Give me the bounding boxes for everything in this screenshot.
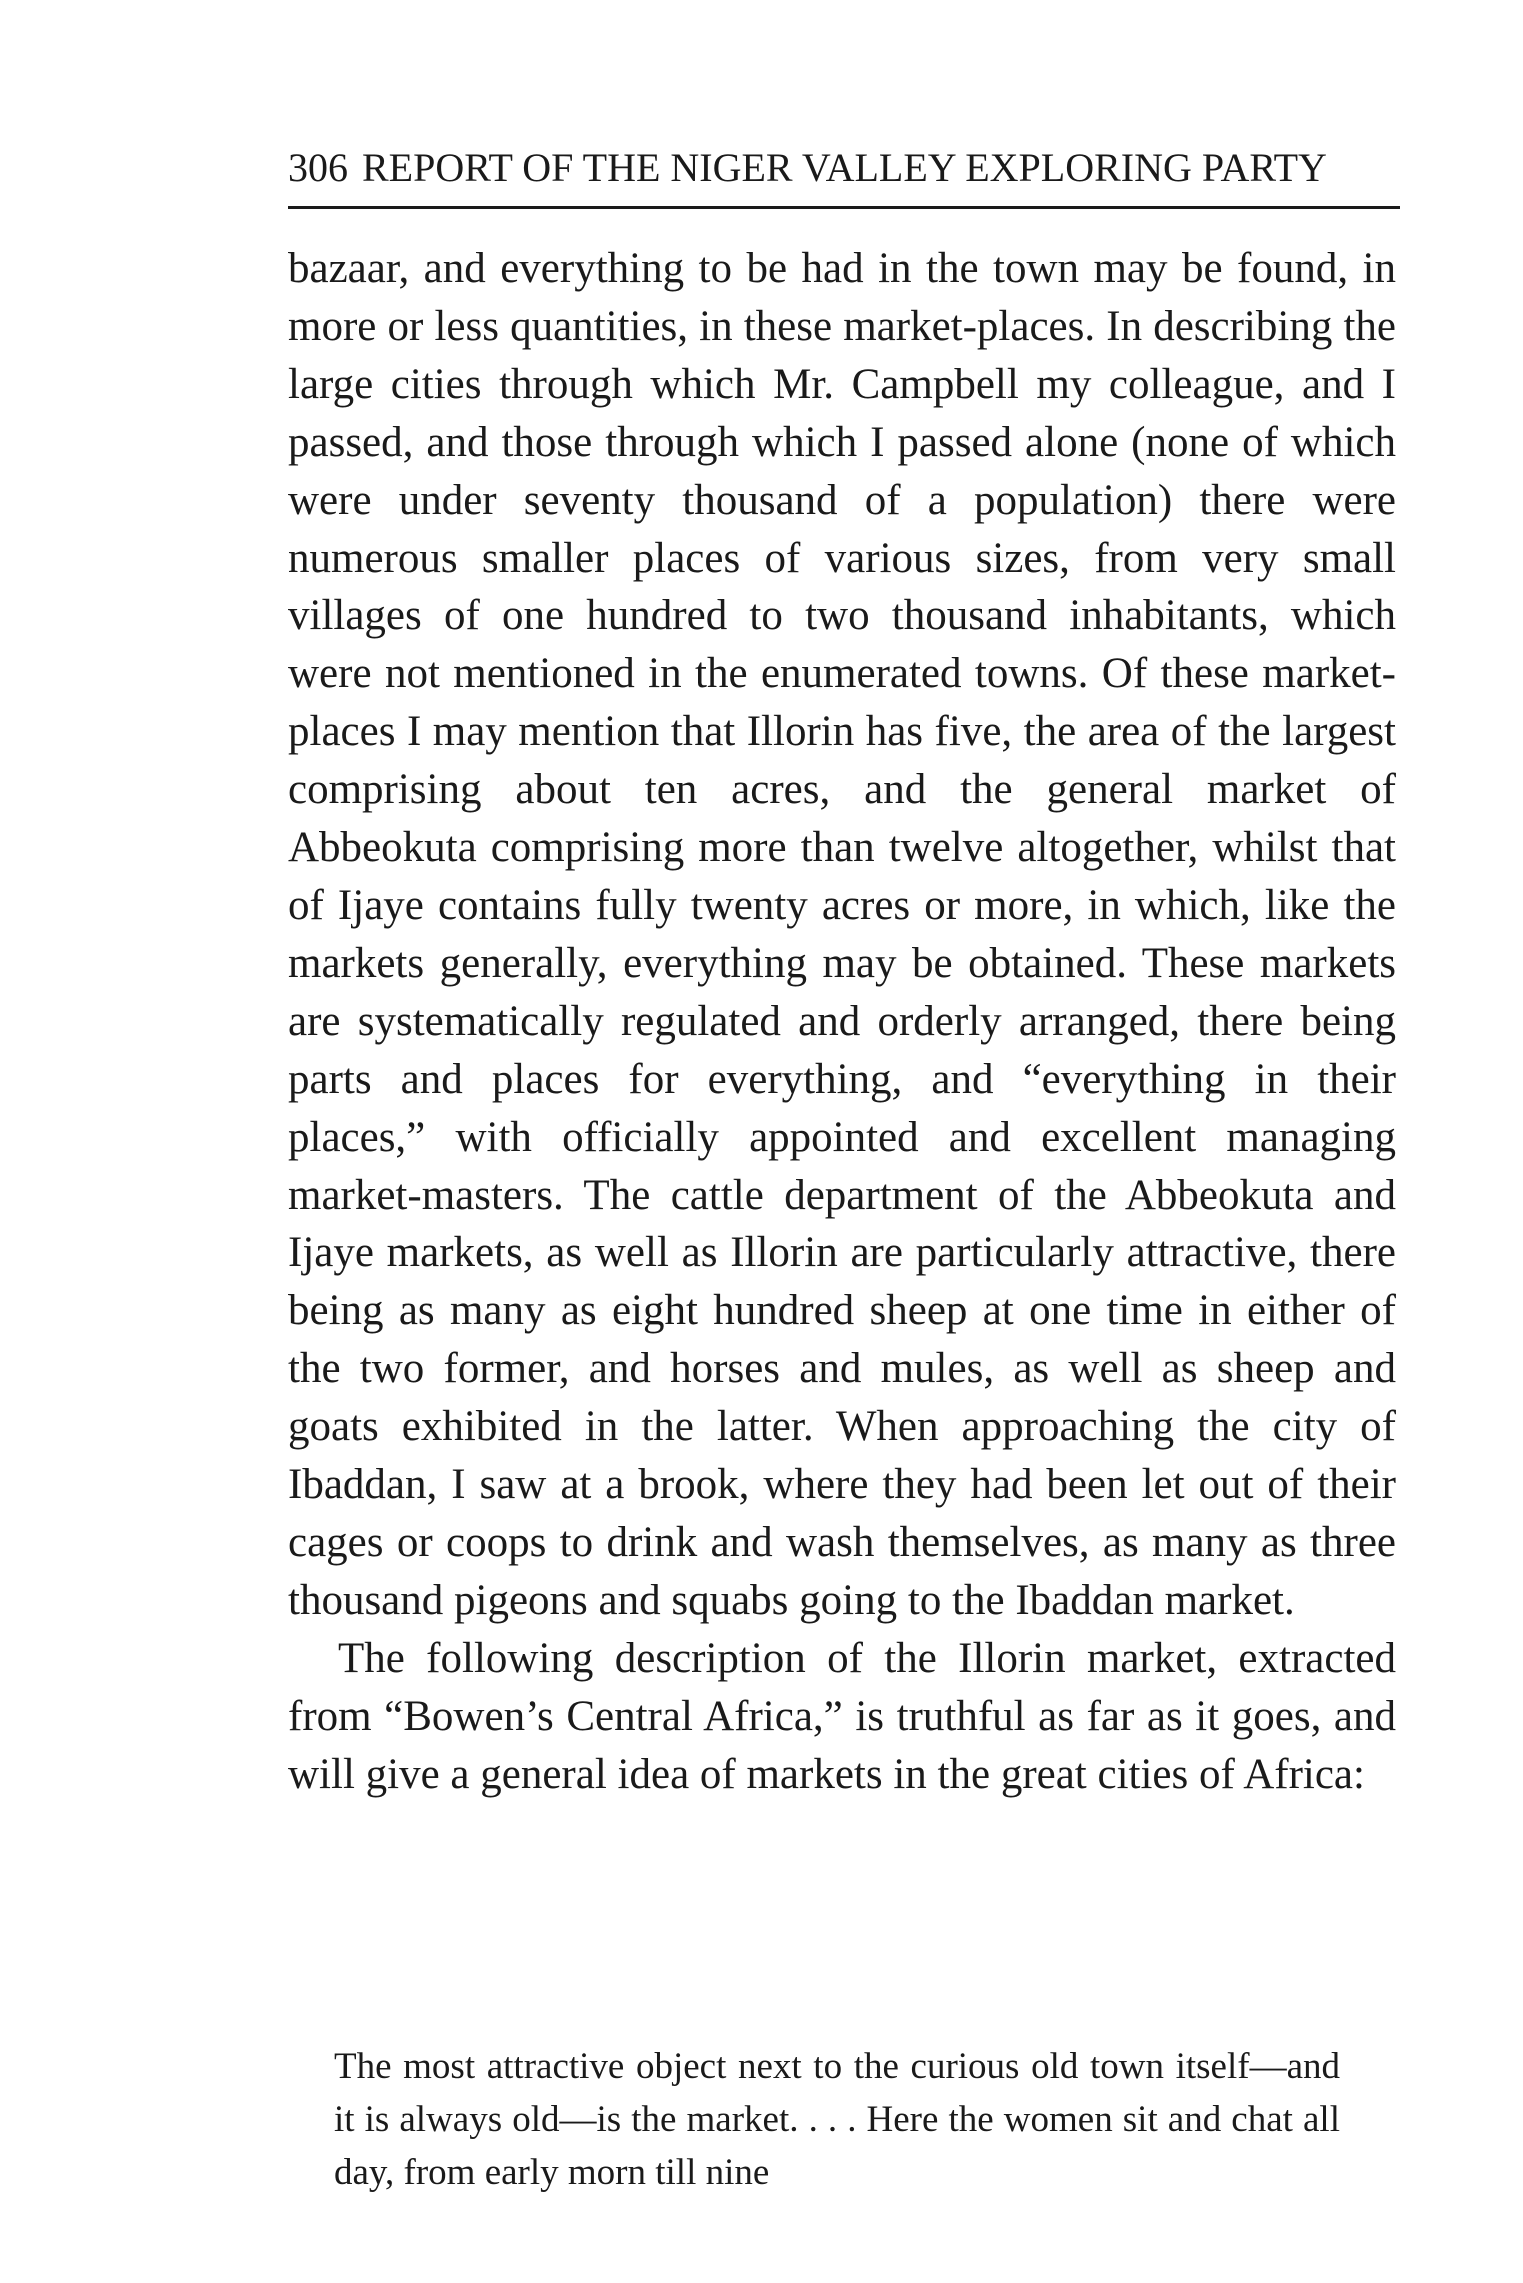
header-rule bbox=[288, 206, 1400, 209]
paragraph-1: bazaar, and everything to be had in the town may be found, in more or less quantities, in these market-places. In describing the large cities through which Mr. Campbell my colleague, and I passed, and those through which I passed alone (none of which were under seventy thousand of a population) there were numerous smaller places of various sizes, from very small villages of one hundred to two thousand inhabitants, which were not mentioned in the enumerated towns. Of these market-places I may mention that Illorin has five, the area of the largest comprising about ten acres, and the general market of Abbeokuta comprising more than twelve altogether, whilst that of Ijaye contains fully twenty acres or more, in which, like the markets generally, everything may be obtained. These markets are systematically regulated and orderly arranged, there being parts and places for everything, and “everything in their places,” with officially appointed and excellent managing market-masters. The cattle department of the Abbeokuta and Ijaye markets, as well as Illorin are particularly attractive, there being as many as eight hundred sheep at one time in either of the two former, and horses and mules, as well as sheep and goats exhibited in the latter. When approaching the city of Ibaddan, I saw at a brook, where they had been let out of their cages or coops to drink and wash themselves, as many as three thousand pigeons and squabs going to the Ibaddan market. bbox=[288, 245, 1396, 1624]
block-quote bbox=[334, 2040, 1340, 2199]
running-head bbox=[288, 138, 1396, 198]
body-text bbox=[288, 240, 1396, 1803]
running-head-title: REPORT OF THE NIGER VALLEY EXPLORING PARTY bbox=[362, 145, 1327, 190]
paragraph-2: The following description of the Illorin market, extracted from “Bowen’s Central Africa,” is truthful as far as it goes, and will give a general idea of markets in the great cities of Africa: bbox=[288, 1634, 1396, 1798]
page-number: 306 bbox=[288, 145, 348, 190]
block-quote-text: The most attractive object next to the curious old town itself—and it is always old—is the market. . . . Here the women sit and chat all day, from early morn till nine bbox=[334, 2046, 1340, 2193]
